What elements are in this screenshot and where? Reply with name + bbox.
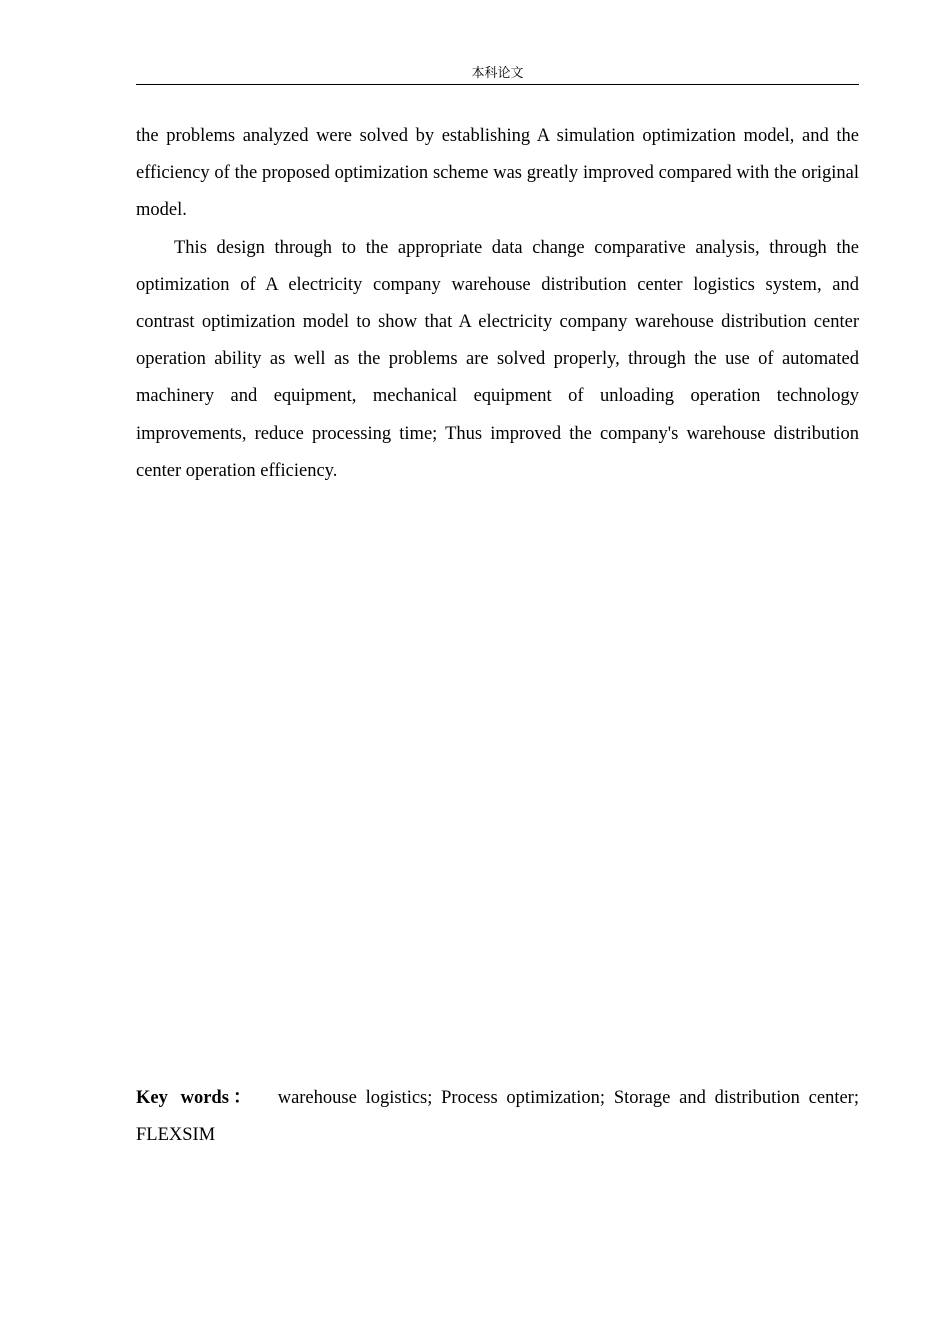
- header-title: 本科论文: [471, 66, 524, 81]
- paragraph-1: the problems analyzed were solved by establishing A simulation optimization model, and the efficiency of the proposed optimization scheme was greatly improved compared with the original model.: [136, 126, 859, 221]
- page-header: [136, 64, 859, 85]
- keywords-section: [136, 1080, 859, 1154]
- paragraph-2: This design through to the appropriate data change comparative analysis, through the optimization of A electricity company warehouse distribution center logistics system, and contrast optimization model to show that A electricity company warehouse distribution center operation ability as well as the problems are solved properly, through the use of automated machinery and equipment, mechanical equipment of unloading operation technology improvements, reduce processing time; Thus improved the company's warehouse distribution center operation efficiency.: [136, 237, 859, 481]
- keywords-text: warehouse logistics; Process optimization; Storage and distribution center; FLEXSIM: [136, 1088, 859, 1146]
- abstract-body: [136, 118, 859, 490]
- keywords-label: Key words：: [136, 1088, 256, 1108]
- keywords-line: [136, 1080, 859, 1154]
